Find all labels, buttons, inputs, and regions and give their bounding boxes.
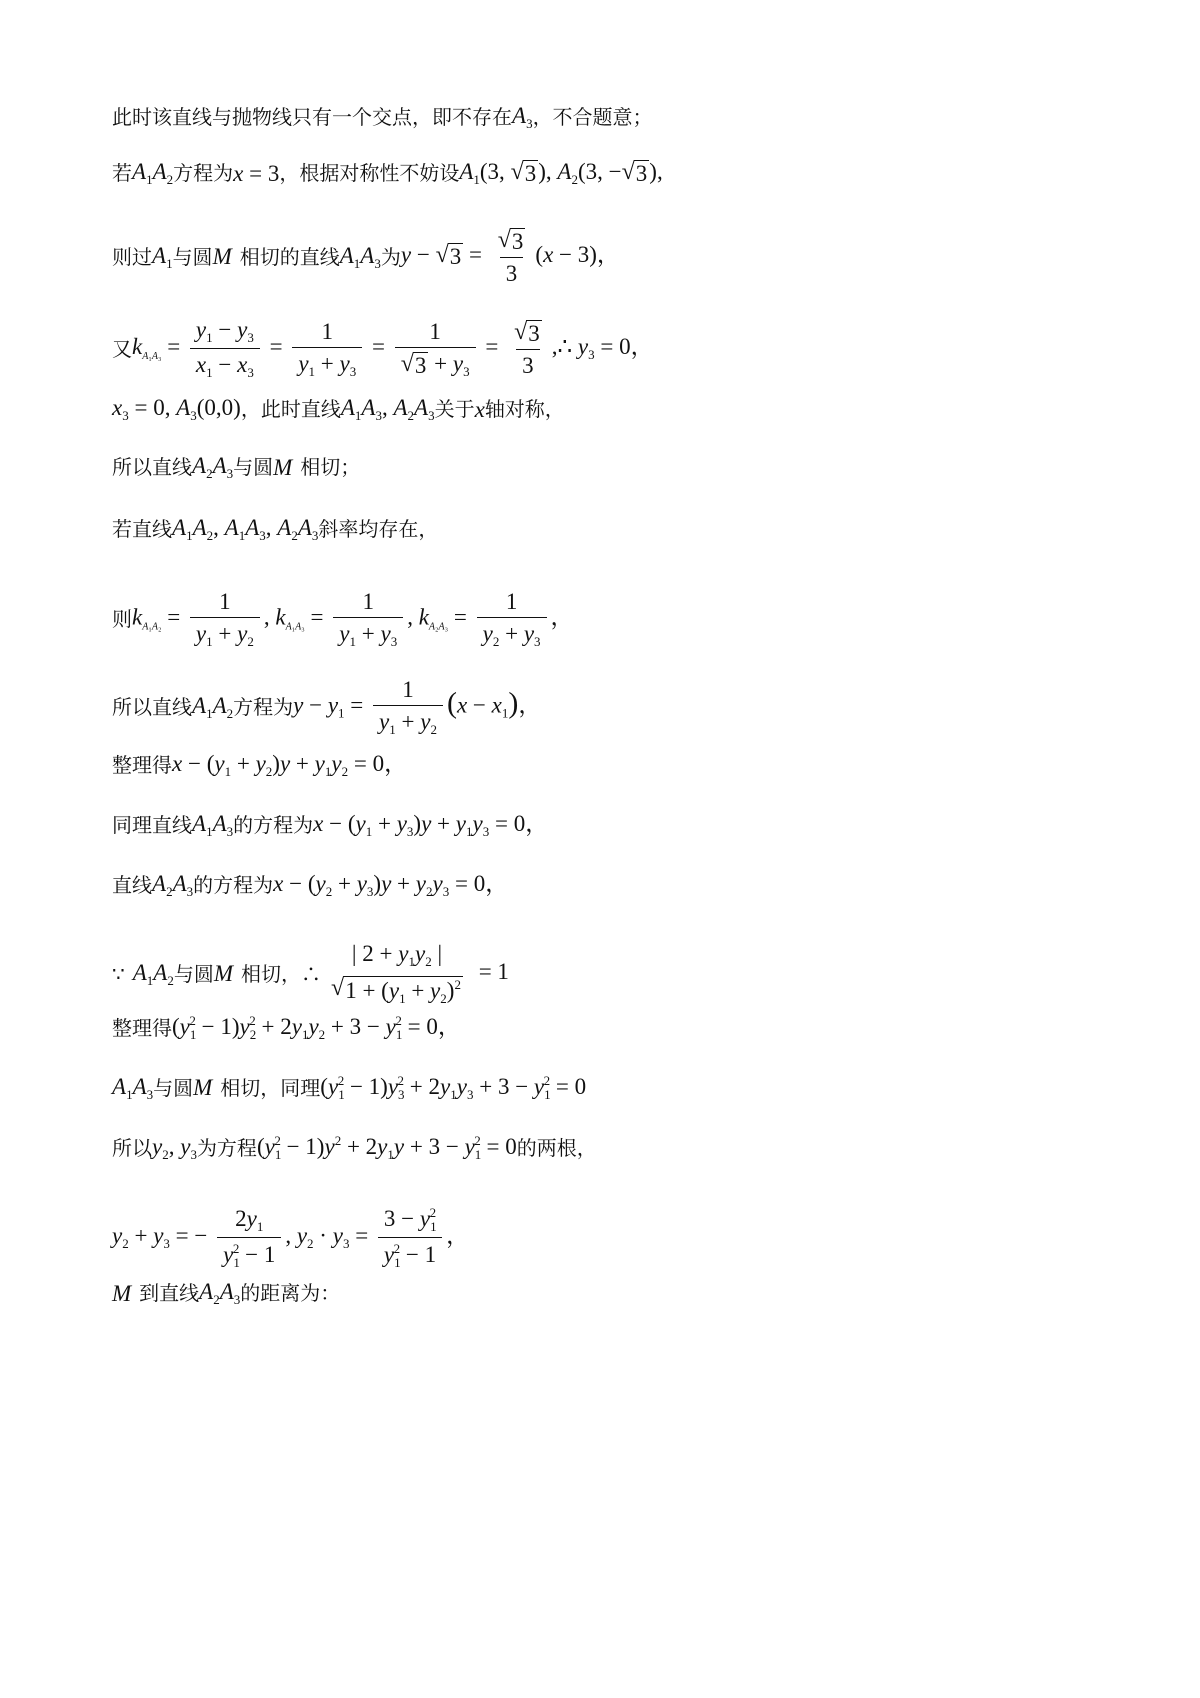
math-simplified-A2A3: $x - (y_2 + y_3)y + y_2y_3 = 0$， xyxy=(273,871,509,899)
math-A1A3: $A_1A_3$ xyxy=(192,811,234,839)
line-13-text-c: 相切，∴ xyxy=(241,961,322,986)
math-A1A3: $A_1A_3$ xyxy=(112,1073,154,1102)
line-11-text-b: 的方程为 xyxy=(233,813,314,837)
text-line-7 xyxy=(112,516,438,542)
line-8-text-a: 则 xyxy=(112,607,132,631)
text-line-1 xyxy=(112,104,653,130)
math-distance-eq: | $2 + y_1y_2$ | √ $1 + (y_1 + y_2)^2$ = 1 xyxy=(331,941,509,1006)
math-simplified-A1A3: $x - (y_1 + y_3)y + y_1y_3 = 0$， xyxy=(313,811,549,839)
line-11-text-a: 同理直线 xyxy=(112,813,192,837)
math-line-A1A2-eq: $y - y_1$ = $\frac{1}{y_1 + y_2}$ $(x - x_1)$， xyxy=(293,677,542,737)
math-tangent-line-eq: y − √ 3 = √ 3 3 (x − 3)， xyxy=(400,227,620,286)
math-M: M xyxy=(273,454,293,480)
line-6-text-b: 与圆 xyxy=(233,455,274,479)
math-M: M xyxy=(213,961,234,986)
math-slope-A1A3: $k_{A_1A_3}$ = $\frac{y_1 - y_3}{x_1 - x_3}$ = $\frac{1}{y_1 + y_3}$ = 1 √ 3 + $y_3$ = √ 3 3 ,∴ $y_3 = 0$， xyxy=(132,317,654,380)
line-16-text-b: 为方程 xyxy=(196,1135,257,1160)
line-18-text-b: 的距离为： xyxy=(240,1281,341,1305)
line-13-text-a: ∵ xyxy=(112,961,125,986)
math-x-eq-3: x = 3 xyxy=(233,160,280,186)
text-line-16 xyxy=(112,1134,597,1161)
line-3-text-b: 与圆 xyxy=(172,244,213,269)
line-18-text-a: 到直线 xyxy=(139,1281,200,1305)
text-line-18 xyxy=(112,1280,340,1306)
text-line-3 xyxy=(112,228,620,285)
line-4-text-a: 又 xyxy=(112,336,132,361)
math-A1A2: $A_1A_2$ xyxy=(132,959,174,988)
math-A1A2: $A_1A_2$ xyxy=(192,693,234,721)
line-7-text-a: 若直线 xyxy=(112,517,172,541)
math-x: x xyxy=(474,396,485,422)
line-7-text-b: 斜率均存在， xyxy=(318,517,439,541)
line-10-text-a: 整理得 xyxy=(112,753,172,777)
math-three-lines: $A_1A_2$, $A_1A_3$, $A_2A_3$ xyxy=(172,515,319,543)
math-vieta: $y_2 + y_3$ = − $\frac{2y_1}{y_1^2 - 1}$ , $y_2 \cdot y_3$ = $\frac{3 - y_1^2}{y_1^2 - 1}$ ， xyxy=(112,1205,470,1270)
line-15-text-b: 相切，同理 xyxy=(220,1075,321,1100)
line-3-text-d: 为 xyxy=(380,244,401,269)
math-y2-y3: $y_2$, $y_3$ xyxy=(152,1133,197,1162)
math-points-A1-A2: $A_1(3$, √ 3 ), $A_2(3$, − √ 3 ), xyxy=(459,159,663,187)
line-2-text-a: 若 xyxy=(112,161,132,185)
text-line-2 xyxy=(112,160,663,186)
math-quadratic-y3: $(y_1^2 - 1)y_3^2 + 2y_1y_3 + 3 - y_1^2 = 0$ xyxy=(320,1073,587,1102)
math-x3-A3: $x_3 = 0$, $A_3(0,0)$ xyxy=(112,395,241,423)
line-2-text-b: 方程为 xyxy=(173,161,234,185)
line-9-text-b: 方程为 xyxy=(233,695,294,719)
math-A1A3-A2A3: $A_1A_3$, $A_2A_3$ xyxy=(340,395,435,423)
text-line-15 xyxy=(112,1074,586,1101)
math-quadratic-y2: $(y_1^2 - 1)y_2^2 + 2y_1y_2 + 3 - y_1^2 = 0$， xyxy=(172,1013,461,1042)
text-line-17 xyxy=(112,1206,469,1269)
math-A3: $A_3$ xyxy=(512,103,533,131)
line-5-text-c: 轴对称， xyxy=(484,397,565,421)
text-line-11 xyxy=(112,812,548,838)
line-12-text-b: 的方程为 xyxy=(193,873,274,897)
line-14-text-a: 整理得 xyxy=(112,1015,172,1040)
text-line-10 xyxy=(112,752,407,778)
text-line-9 xyxy=(112,678,541,736)
line-5-text-a: ，此时直线 xyxy=(240,397,341,421)
line-1-text-b: ，不合题意； xyxy=(532,105,653,129)
line-15-text-a: 与圆 xyxy=(153,1075,194,1100)
line-13-text-b: 与圆 xyxy=(173,961,214,986)
line-3-text-c: 相切的直线 xyxy=(239,244,340,269)
text-line-5 xyxy=(112,396,565,422)
text-line-4 xyxy=(112,318,654,379)
text-line-14 xyxy=(112,1014,461,1041)
line-16-text-c: 的两根， xyxy=(516,1135,597,1160)
math-three-slopes: $k_{A_1A_2}$ = $\frac{1}{y_1 + y_2}$ , $k_{A_1A_3}$ = $\frac{1}{y_1 + y_3}$ , $k_{A_2A_3}$ = $\frac{1}{y_2 + y_3}$ ， xyxy=(132,589,574,649)
math-A1A2: $A_1A_2$ xyxy=(132,159,174,187)
line-6-text-c: 相切； xyxy=(300,455,361,479)
line-9-text-a: 所以直线 xyxy=(112,695,192,719)
line-6-text-a: 所以直线 xyxy=(112,455,192,479)
math-quadratic-y: $(y_1^2 - 1)y^2 + 2y_1y + 3 - y_1^2 = 0$ xyxy=(256,1133,517,1162)
math-A2A3: $A_2A_3$ xyxy=(199,1279,241,1307)
math-M: M xyxy=(193,1075,213,1100)
line-3-text-a: 则过 xyxy=(112,244,152,269)
line-1-text-a: 此时该直线与抛物线只有一个交点，即不存在 xyxy=(112,105,512,129)
math-M: M xyxy=(212,244,232,269)
text-line-6 xyxy=(112,454,360,480)
math-A1: $A_1$ xyxy=(152,242,173,271)
line-5-text-b: 关于 xyxy=(434,397,475,421)
text-line-13 xyxy=(112,942,509,1005)
math-M: M xyxy=(112,1280,132,1306)
math-A2A3: $A_2A_3$ xyxy=(152,871,194,899)
math-simplified-A1A2: $x - (y_1 + y_2)y + y_1y_2 = 0$， xyxy=(172,751,408,779)
math-A2A3: $A_2A_3$ xyxy=(192,453,234,481)
math-A1A3: $A_1A_3$ xyxy=(339,242,381,271)
text-line-8 xyxy=(112,590,574,648)
line-12-text-a: 直线 xyxy=(112,873,152,897)
line-16-text-a: 所以 xyxy=(112,1135,152,1160)
line-2-text-c: ，根据对称性不妨设 xyxy=(279,161,460,185)
text-line-12 xyxy=(112,872,508,898)
